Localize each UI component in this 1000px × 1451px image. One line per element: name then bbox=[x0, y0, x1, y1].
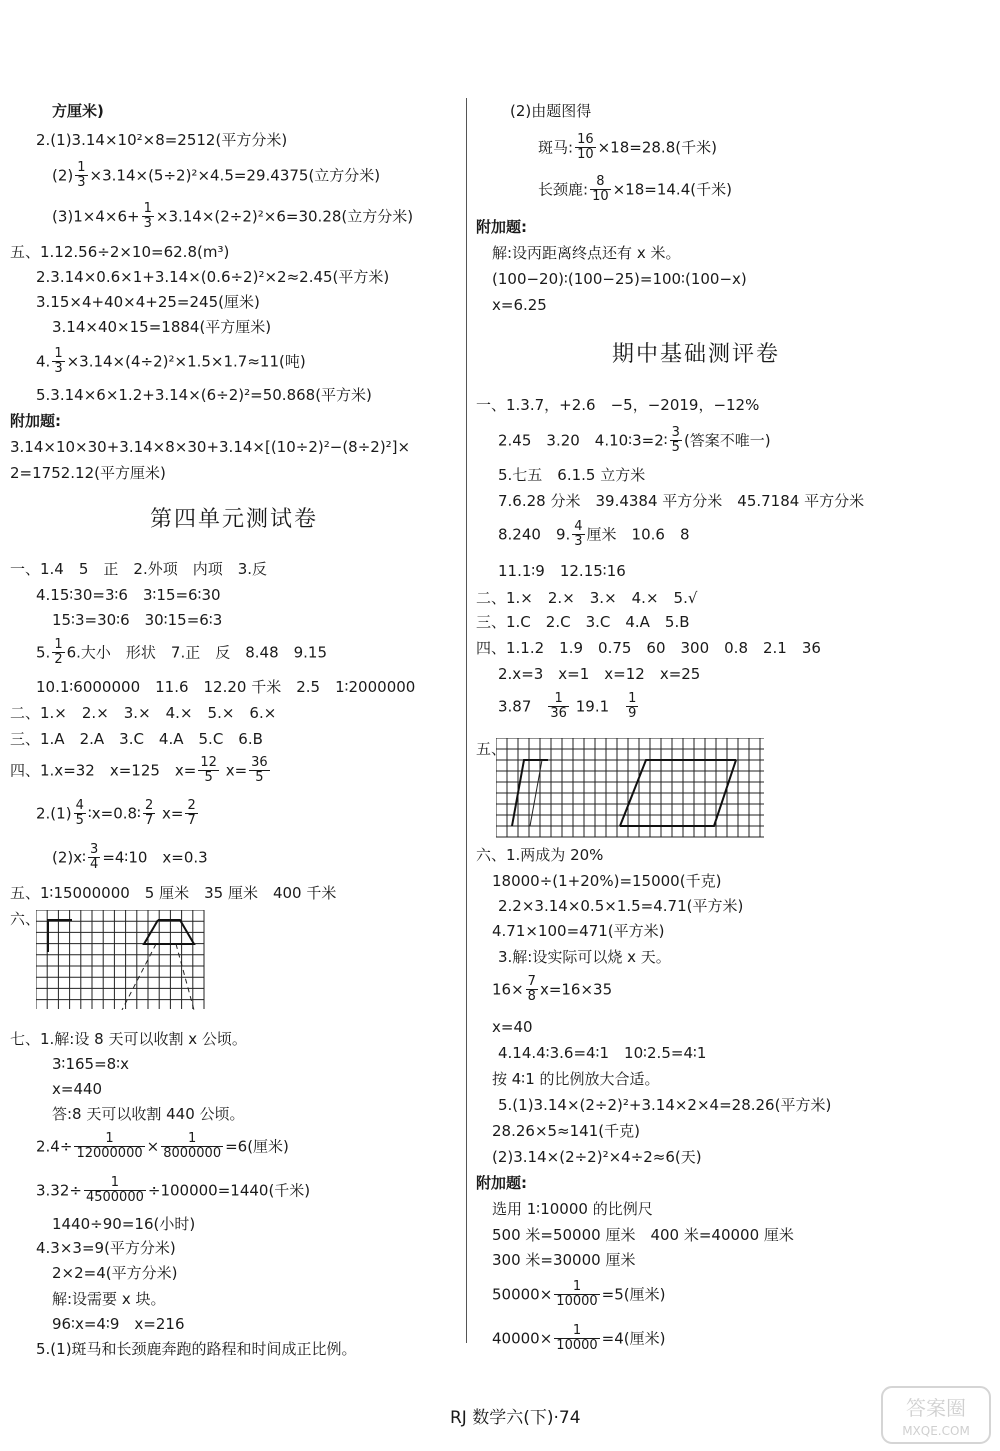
svg-text:答案圈: 答案圈 bbox=[906, 1396, 966, 1420]
text-line: 附加题: bbox=[476, 1174, 527, 1192]
text-line: 解:设需要 x 块。 bbox=[52, 1290, 166, 1308]
text-line: 4.14.4∶3.6=4∶1 10∶2.5=4∶1 bbox=[498, 1044, 707, 1062]
text-line: (2) $\frac{1}{3}$ ×3.14×(5÷2)²×4.5=29.4375(立方分米) bbox=[52, 160, 381, 191]
text-line: 18000÷(1+20%)=15000(千克) bbox=[492, 872, 722, 890]
text-line: 15∶3=30∶6 30∶15=6∶3 bbox=[52, 611, 223, 629]
fraction: $\frac{1}{10000}$ bbox=[556, 1279, 598, 1310]
answer-grid-left bbox=[36, 910, 206, 1010]
fraction: $\frac{7}{8}$ bbox=[527, 974, 536, 1005]
text-line: 3.87 $\frac{1}{36}$ 19.1 $\frac{1}{9}$ bbox=[498, 691, 637, 722]
fraction: $\frac{1}{36}$ bbox=[550, 691, 567, 722]
text-line: 96∶x=4∶9 x=216 bbox=[52, 1315, 185, 1333]
text-line: 4.15∶30=3∶6 3∶15=6∶30 bbox=[36, 586, 221, 604]
text-line: 五、1.12.56÷2×10=62.8(m³) bbox=[10, 243, 230, 261]
text-line: 三、1.A 2.A 3.C 4.A 5.C 6.B bbox=[10, 730, 263, 748]
text-line: 2.2×3.14×0.5×1.5=4.71(平方米) bbox=[498, 897, 744, 915]
fraction: $\frac{1}{2}$ bbox=[54, 637, 63, 668]
text-line: 28.26×5≈141(千克) bbox=[492, 1122, 640, 1140]
text-line: 2=1752.12(平方厘米) bbox=[10, 464, 166, 482]
fraction: $\frac{36}{5}$ bbox=[251, 755, 268, 786]
text-line: 六、1.两成为 20% bbox=[476, 846, 604, 864]
page-footer: RJ 数学六(下)·74 bbox=[450, 1408, 581, 1428]
text-line: 2.(1)3.14×10²×8=2512(平方分米) bbox=[36, 131, 288, 149]
column-divider bbox=[466, 98, 467, 1343]
text-line: 8.240 9. $\frac{4}{3}$ 厘米 10.6 8 bbox=[498, 519, 690, 550]
text-line: 三、1.C 2.C 3.C 4.A 5.B bbox=[476, 613, 690, 631]
svg-text:MXQE.COM: MXQE.COM bbox=[902, 1424, 970, 1438]
text-line: 4. $\frac{1}{3}$ ×3.14×(4÷2)²×1.5×1.7≈11(吨) bbox=[36, 346, 306, 377]
text-line: 3.15×4+40×4+25=245(厘米) bbox=[36, 293, 260, 311]
text-line: 选用 1∶10000 的比例尺 bbox=[492, 1200, 653, 1218]
text-line: 一、1.3.7，+2.6 −5，−2019，−12% bbox=[476, 396, 760, 414]
section-title: 期中基础测评卷 bbox=[612, 342, 781, 367]
text-line: 40000× $\frac{1}{10000}$ =4(厘米) bbox=[492, 1323, 666, 1354]
text-line: 3.14×10×30+3.14×8×30+3.14×[(10÷2)²−(8÷2)²]× bbox=[10, 438, 411, 456]
text-line: 七、1.解:设 8 天可以收割 x 公顷。 bbox=[10, 1030, 247, 1048]
text-line: 按 4∶1 的比例放大合适。 bbox=[492, 1070, 660, 1088]
fraction: $\frac{1}{3}$ bbox=[143, 201, 152, 232]
fraction: $\frac{1}{8000000}$ bbox=[163, 1131, 222, 1162]
text-line: 二、1.× 2.× 3.× 4.× 5.× 6.× bbox=[10, 704, 277, 722]
text-line: 300 米=30000 厘米 bbox=[492, 1251, 636, 1269]
text-line: 5.3.14×6×1.2+3.14×(6÷2)²=50.868(平方米) bbox=[36, 386, 372, 404]
text-line: 4.3×3=9(平方分米) bbox=[36, 1239, 176, 1257]
text-line: 3.14×40×15=1884(平方厘米) bbox=[52, 318, 272, 336]
text-line: x=6.25 bbox=[492, 296, 547, 314]
text-line: 5. $\frac{1}{2}$ 6.大小 形状 7.正 反 8.48 9.15 bbox=[36, 637, 328, 668]
fraction: $\frac{3}{4}$ bbox=[90, 842, 99, 873]
fraction: $\frac{4}{5}$ bbox=[75, 798, 84, 829]
fraction: $\frac{4}{3}$ bbox=[574, 519, 583, 550]
text-line: 2.(1) $\frac{4}{5}$ ∶x=0.8∶ $\frac{2}{7}$ x= $\frac{2}{7}$ bbox=[36, 798, 196, 829]
text-line: 长颈鹿: $\frac{8}{10}$ ×18=14.4(千米) bbox=[538, 174, 732, 205]
text-line: 500 米=50000 厘米 400 米=40000 厘米 bbox=[492, 1226, 794, 1244]
fraction: $\frac{1}{4500000}$ bbox=[85, 1175, 144, 1206]
text-line: 2.45 3.20 4.10∶3=2∶ $\frac{3}{5}$ (答案不唯一) bbox=[498, 425, 771, 456]
text-line: 2×2=4(平方分米) bbox=[52, 1264, 178, 1282]
fraction: $\frac{2}{7}$ bbox=[187, 798, 196, 829]
section-title: 第四单元测试卷 bbox=[150, 507, 319, 532]
text-line: 10.1∶6000000 11.6 12.20 千米 2.5 1∶2000000 bbox=[36, 678, 416, 696]
text-line: (100−20)∶(100−25)=100∶(100−x) bbox=[492, 270, 747, 288]
watermark-logo bbox=[880, 1385, 992, 1445]
text-line: x=440 bbox=[52, 1080, 103, 1098]
fraction: $\frac{1}{10000}$ bbox=[556, 1323, 598, 1354]
text-line: 3.解:设实际可以烧 x 天。 bbox=[498, 948, 671, 966]
text-line: 四、1.x=32 x=125 x= $\frac{12}{5}$ x= $\frac{36}{5}$ bbox=[10, 755, 268, 786]
text-line: 2.x=3 x=1 x=12 x=25 bbox=[498, 665, 701, 683]
fraction: $\frac{1}{9}$ bbox=[628, 691, 637, 722]
text-line: 11.1∶9 12.15∶16 bbox=[498, 562, 626, 580]
text-line: 3.32÷ $\frac{1}{4500000}$ ÷100000=1440(千米) bbox=[36, 1175, 311, 1206]
text-line: 五、1∶15000000 5 厘米 35 厘米 400 千米 bbox=[10, 884, 337, 902]
fraction: $\frac{1}{3}$ bbox=[54, 346, 63, 377]
text-line: 5.(1)3.14×(2÷2)²+3.14×2×4=28.26(平方米) bbox=[498, 1096, 832, 1114]
text-line: 50000× $\frac{1}{10000}$ =5(厘米) bbox=[492, 1279, 666, 1310]
fraction: $\frac{1}{12000000}$ bbox=[76, 1131, 143, 1162]
text-line: x=40 bbox=[492, 1018, 533, 1036]
text-line: 附加题: bbox=[10, 412, 61, 430]
text-line: (2)x∶ $\frac{3}{4}$ =4∶10 x=0.3 bbox=[52, 842, 208, 873]
text-line: 答:8 天可以收割 440 公顷。 bbox=[52, 1105, 245, 1123]
fraction: $\frac{16}{10}$ bbox=[577, 132, 594, 163]
text-line: 2.4÷ $\frac{1}{12000000}$ × $\frac{1}{8000000}$ =6(厘米) bbox=[36, 1131, 289, 1162]
text-line: (2)3.14×(2÷2)²×4÷2≈6(天) bbox=[492, 1148, 702, 1166]
text-line: 斑马: $\frac{16}{10}$ ×18=28.8(千米) bbox=[538, 132, 717, 163]
text-line: (2)由题图得 bbox=[510, 102, 592, 120]
fraction: $\frac{3}{5}$ bbox=[671, 425, 680, 456]
text-line: 六、 bbox=[10, 910, 41, 928]
text-line: 一、1.4 5 正 2.外项 内项 3.反 bbox=[10, 560, 268, 578]
text-line: 二、1.× 2.× 3.× 4.× 5.√ bbox=[476, 589, 698, 607]
text-line: 五、 bbox=[476, 740, 507, 758]
text-line: 附加题: bbox=[476, 218, 527, 236]
text-line: 方厘米) bbox=[52, 102, 104, 120]
text-line: 四、1.1.2 1.9 0.75 60 300 0.8 2.1 36 bbox=[476, 639, 821, 657]
text-line: 7.6.28 分米 39.4384 平方分米 45.7184 平方分米 bbox=[498, 492, 865, 510]
text-line: 16× $\frac{7}{8}$ x=16×35 bbox=[492, 974, 613, 1005]
text-line: 5.(1)斑马和长颈鹿奔跑的路程和时间成正比例。 bbox=[36, 1340, 357, 1358]
text-line: 1440÷90=16(小时) bbox=[52, 1215, 196, 1233]
text-line: 2.3.14×0.6×1+3.14×(0.6÷2)²×2≈2.45(平方米) bbox=[36, 268, 390, 286]
fraction: $\frac{1}{3}$ bbox=[77, 160, 86, 191]
fraction: $\frac{2}{7}$ bbox=[144, 798, 154, 829]
text-line: 3∶165=8∶x bbox=[52, 1055, 129, 1073]
text-line: 解:设丙距离终点还有 x 米。 bbox=[492, 244, 681, 262]
text-line: 4.71×100=471(平方米) bbox=[492, 922, 665, 940]
text-line: (3)1×4×6+ $\frac{1}{3}$ ×3.14×(2÷2)²×6=30.28(立方分米) bbox=[52, 201, 414, 232]
text-line: 5.七五 6.1.5 立方米 bbox=[498, 466, 646, 484]
answer-grid-right bbox=[496, 738, 766, 838]
fraction: $\frac{12}{5}$ bbox=[200, 755, 217, 786]
fraction: $\frac{8}{10}$ bbox=[592, 174, 609, 205]
